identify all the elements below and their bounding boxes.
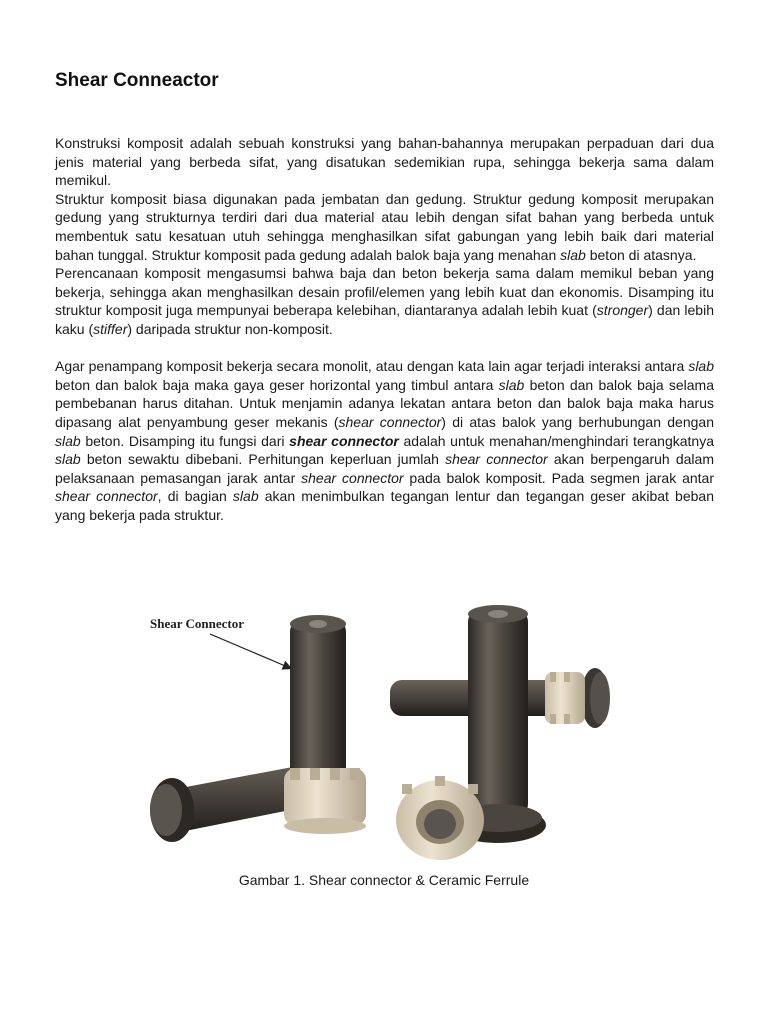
ceramic-ferrule-left xyxy=(284,768,366,834)
page-title: Shear Conneactor xyxy=(55,70,219,91)
text-run: ) dan lebih kaku ( xyxy=(55,302,714,337)
text-run: Agar penampang komposit bekerja secara monolit, atau dengan kata lain agar terjadi interaksi antara xyxy=(55,358,689,375)
text-run: Struktur komposit biasa digunakan pada jembatan dan gedung. Struktur gedung komposit merupakan gedung yang strukturnya terdiri dari dua material atau lebih dengan sifat bahan yang berbeda untuk membentuk satu kesatuan utuh sehingga menghasilkan sifat gabungan yang lebih baik dari material bahan tunggal. Struktur komposit pada gedung adalah balok baja yang menahan xyxy=(55,190,714,263)
text-run: Konstruksi komposit adalah sebuah konstruksi yang bahan-bahannya merupakan perpaduan dari dua jenis material yang berbeda sifat, yang disatukan sedemikian rupa, sehingga bekerja sama dalam memikul. xyxy=(55,135,714,189)
paragraph xyxy=(55,190,714,264)
emphasis-text: stiffer xyxy=(93,320,128,337)
text-run: beton dan balok baja maka gaya geser horizontal yang timbul antara xyxy=(55,376,499,393)
emphasis-text: shear connector xyxy=(445,451,548,468)
paragraph xyxy=(55,134,714,190)
label-arrow xyxy=(210,634,290,668)
emphasis-text: shear connector xyxy=(301,469,404,486)
emphasis-text: shear connector xyxy=(338,413,442,430)
text-run: akan berpengaruh dalam pelaksanaan pemasangan jarak antar xyxy=(55,451,714,486)
paragraph-gap xyxy=(55,339,714,358)
paragraph xyxy=(55,357,714,524)
text-run: adalah untuk menahan/menghindari terangkatnya xyxy=(398,432,714,449)
emphasis-text: slab xyxy=(232,488,259,505)
text-run: Perencanaan komposit mengasumsi bahwa baja dan beton bekerja sama dalam memikul beban yang bekerja, sehingga akan menghasilkan desain profil/elemen yang lebih kuat dan ekonomis. Disamping itu struktur komposit juga mempunyai beberapa kelebihan, diantaranya adalah lebih kuat ( xyxy=(55,265,714,319)
figure-caption: Gambar 1. Shear connector & Ceramic Ferrule xyxy=(238,872,530,888)
emphasis-text: shear connector xyxy=(289,432,399,449)
text-run: beton di atasnya. xyxy=(585,246,697,263)
emphasis-text: slab xyxy=(55,432,81,449)
emphasis-text: slab xyxy=(688,358,714,375)
body-text xyxy=(55,134,714,524)
shear-connector-photo xyxy=(140,600,628,865)
emphasis-text: slab xyxy=(560,246,586,263)
emphasis-text: slab xyxy=(498,376,525,393)
ceramic-ferrule-right xyxy=(545,672,585,724)
emphasis-text: shear connector xyxy=(55,488,158,505)
text-run: , di bagian xyxy=(157,488,233,505)
text-run: beton dan balok baja selama pembebanan harus ditahan. Untuk menjamin adanya lekatan antara beton dan balok baja maka harus dipasang alat penyambung geser mekanis ( xyxy=(55,376,714,430)
text-run: ) daripada struktur non-komposit. xyxy=(127,320,333,337)
paragraph xyxy=(55,264,714,338)
shear-connector-figure xyxy=(140,600,628,865)
emphasis-text: slab xyxy=(55,451,81,468)
text-run: beton sewaktu dibebani. Perhitungan keperluan jumlah xyxy=(80,451,446,468)
text-run: pada balok komposit. Pada segmen jarak antar xyxy=(403,469,714,486)
emphasis-text: stronger xyxy=(596,302,649,319)
text-run: ) di atas balok yang berhubungan dengan xyxy=(441,413,714,430)
ceramic-ferrule-loose xyxy=(396,776,484,860)
text-run: akan menimbulkan tegangan lentur dan tegangan geser akibat beban yang bekerja pada struktur. xyxy=(55,488,714,523)
text-run: beton. Disamping itu fungsi dari xyxy=(80,432,290,449)
figure-label: Shear Connector xyxy=(150,616,245,631)
